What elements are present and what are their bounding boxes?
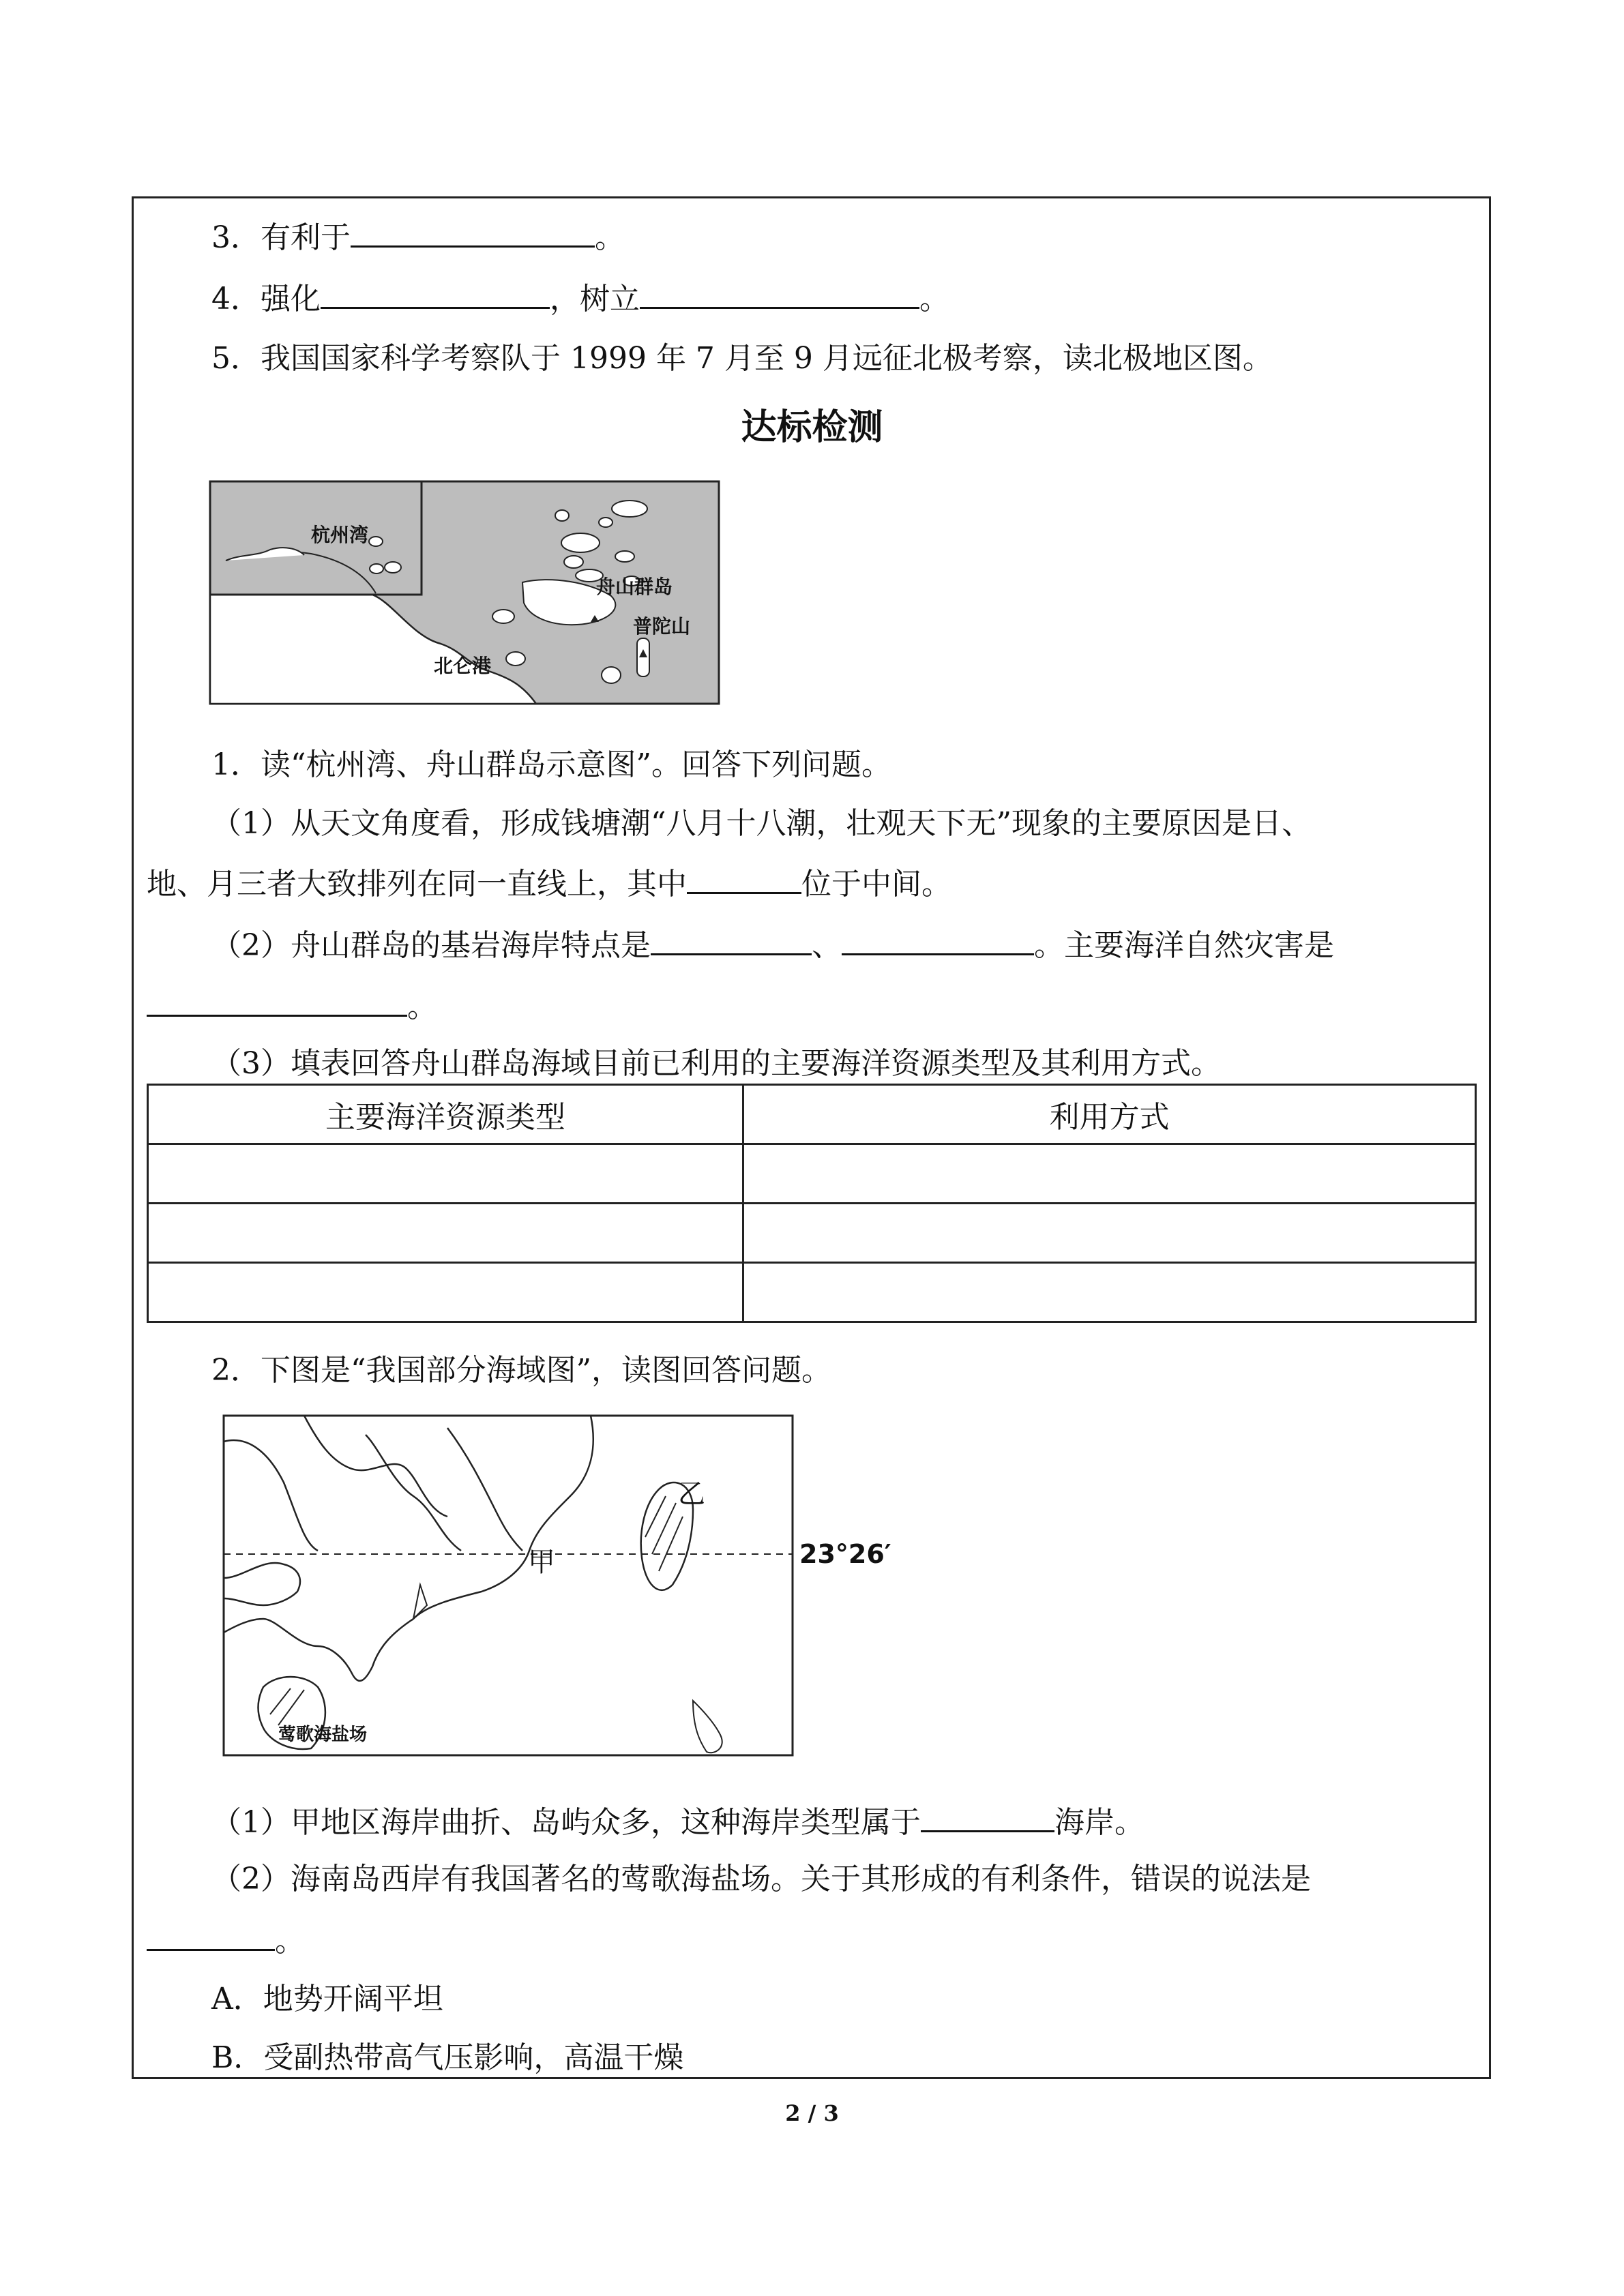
label-zhoushan: 舟山群岛 [596, 576, 673, 598]
answer-blank[interactable] [351, 215, 595, 248]
answer-blank[interactable] [651, 923, 812, 955]
table-header: 利用方式 [743, 1085, 1476, 1144]
label-jia: 甲 [528, 1547, 555, 1578]
answer-blank[interactable] [147, 985, 407, 1017]
q1-intro: 1．读“杭州湾、舟山群岛示意图”。回答下列问题。 [211, 747, 891, 782]
q2-p1-end: 海岸。 [1054, 1805, 1145, 1840]
q1-p1-line2 [147, 862, 951, 905]
option-a[interactable]: A．地势开阔平坦 [211, 1982, 443, 2016]
table-cell[interactable] [743, 1144, 1476, 1204]
label-hangzhou-bay: 杭州湾 [311, 524, 369, 546]
answer-blank[interactable] [321, 277, 550, 309]
label-putuo: 普陀山 [633, 615, 691, 638]
q1-p2-text: （2）舟山群岛的基岩海岸特点是 [211, 928, 651, 963]
q1-p3: （3）填表回答舟山群岛海域目前已利用的主要海洋资源类型及其利用方式。 [211, 1046, 1221, 1081]
label-yinggehai: 莺歌海盐场 [278, 1725, 368, 1745]
table-cell[interactable] [743, 1263, 1476, 1322]
table-row [148, 1204, 1476, 1263]
item-4-end: 。 [919, 282, 949, 316]
hangzhou-zhoushan-map [209, 480, 720, 705]
answer-blank[interactable] [687, 862, 801, 894]
label-yi: 乙 [678, 1478, 705, 1510]
q1-p1-line1: （1）从天文角度看，形成钱塘潮“八月十八潮，壮观天下无”现象的主要原因是日、 [211, 806, 1312, 841]
table-header: 主要海洋资源类型 [148, 1085, 743, 1144]
q1-p2-end-line [147, 985, 437, 1028]
q1-p2-suffix: 。主要海洋自然灾害是 [1034, 928, 1334, 963]
answer-blank[interactable] [842, 923, 1034, 955]
item-4-text: 4．强化 [211, 282, 321, 316]
q2-intro: 2．下图是“我国部分海域图”，读图回答问题。 [211, 1353, 831, 1388]
table-cell[interactable] [148, 1263, 743, 1322]
answer-blank[interactable] [147, 1919, 275, 1951]
option-b[interactable]: B．受副热带高气压影响，高温干燥 [211, 2040, 684, 2075]
q1-p2-end: 。 [407, 989, 437, 1024]
label-beilun: 北仑港 [434, 655, 492, 677]
item-4 [211, 277, 949, 320]
resource-table [147, 1084, 1477, 1323]
q1-p2-sep: 、 [812, 928, 842, 963]
table-header-row [148, 1085, 1476, 1144]
q2-p1-text: （1）甲地区海岸曲折、岛屿众多，这种海岸类型属于 [211, 1805, 921, 1840]
table-cell[interactable] [148, 1144, 743, 1204]
table-row [148, 1263, 1476, 1322]
q1-p2 [211, 923, 1334, 966]
table-cell[interactable] [148, 1204, 743, 1263]
table-row [148, 1144, 1476, 1204]
item-3-text: 3．有利于 [211, 220, 351, 255]
q2-p2-end-line [147, 1919, 305, 1962]
table-cell[interactable] [743, 1204, 1476, 1263]
answer-blank[interactable] [640, 277, 919, 309]
sea-area-map [222, 1414, 918, 1758]
answer-blank[interactable] [921, 1800, 1054, 1832]
label-latitude: 23°26′ [799, 1539, 891, 1569]
item-4-mid: ，树立 [550, 282, 640, 316]
q2-p2-line1: （2）海南岛西岸有我国著名的莺歌海盐场。关于其形成的有利条件，错误的说法是 [211, 1862, 1311, 1896]
item-5: 5．我国国家科学考察队于 1999 年 7 月至 9 月远征北极考察，读北极地区图。 [211, 341, 1273, 376]
section-title: 达标检测 [741, 407, 883, 448]
page-number: 2 / 3 [785, 2100, 839, 2126]
item-3-end: 。 [595, 220, 625, 255]
q1-p1-line2-text: 地、月三者大致排列在同一直线上，其中 [147, 867, 687, 901]
q1-p1-line2-end: 位于中间。 [801, 867, 951, 901]
q2-p1 [211, 1800, 1145, 1843]
item-3 [211, 215, 625, 258]
q2-p2-end: 。 [275, 1924, 305, 1958]
